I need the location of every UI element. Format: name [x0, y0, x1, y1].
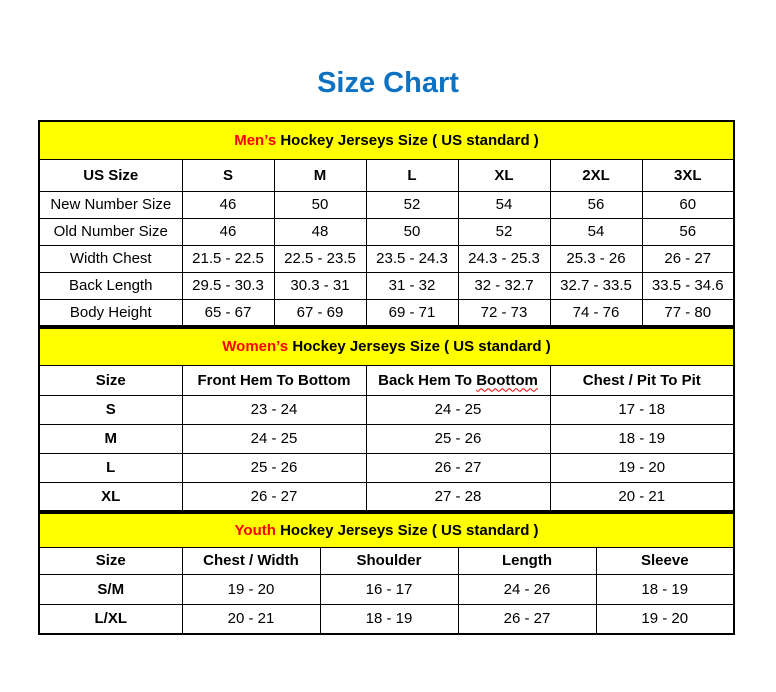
size-value-cell: 21.5 - 22.5 — [182, 245, 274, 272]
table-row — [39, 395, 734, 424]
size-value-cell: 46 — [182, 191, 274, 218]
size-value-cell: 31 - 32 — [366, 272, 458, 299]
size-value-cell: 54 — [458, 191, 550, 218]
size-chart-tables — [0, 120, 776, 635]
size-value-cell: 30.3 - 31 — [274, 272, 366, 299]
column-header-chest-width: Chest / Width — [182, 547, 320, 574]
row-label: M — [39, 424, 182, 453]
youth-size-table — [38, 512, 735, 635]
row-label: Back Length — [39, 272, 182, 299]
table-row — [39, 299, 734, 326]
size-value-cell: 65 - 67 — [182, 299, 274, 326]
mens-table-banner — [39, 121, 734, 159]
row-label: S/M — [39, 574, 182, 604]
size-value-cell: 24 - 25 — [182, 424, 366, 453]
mens-size-table — [38, 120, 735, 327]
column-header-l: L — [366, 159, 458, 191]
column-header-chest-pit: Chest / Pit To Pit — [550, 365, 734, 395]
size-value-cell: 24 - 26 — [458, 574, 596, 604]
size-value-cell: 26 - 27 — [642, 245, 734, 272]
size-value-cell: 19 - 20 — [596, 604, 734, 634]
table-row — [39, 218, 734, 245]
row-label: Body Height — [39, 299, 182, 326]
size-value-cell: 60 — [642, 191, 734, 218]
size-value-cell: 18 - 19 — [550, 424, 734, 453]
size-value-cell: 54 — [550, 218, 642, 245]
size-value-cell: 33.5 - 34.6 — [642, 272, 734, 299]
size-value-cell: 25.3 - 26 — [550, 245, 642, 272]
size-value-cell: 16 - 17 — [320, 574, 458, 604]
size-value-cell: 19 - 20 — [550, 453, 734, 482]
womens-banner-highlight: Women’s — [222, 338, 289, 356]
column-header-s: S — [182, 159, 274, 191]
table-row — [39, 453, 734, 482]
table-row — [39, 574, 734, 604]
size-value-cell: 56 — [642, 218, 734, 245]
row-label: XL — [39, 482, 182, 511]
size-value-cell: 69 - 71 — [366, 299, 458, 326]
size-value-cell: 72 - 73 — [458, 299, 550, 326]
column-header-size: Size — [39, 365, 182, 395]
mens-banner-highlight: Men’s — [234, 131, 277, 149]
size-value-cell: 67 - 69 — [274, 299, 366, 326]
size-value-cell: 20 - 21 — [550, 482, 734, 511]
size-value-cell: 56 — [550, 191, 642, 218]
size-value-cell: 17 - 18 — [550, 395, 734, 424]
table-row — [39, 604, 734, 634]
size-value-cell: 20 - 21 — [182, 604, 320, 634]
row-label: L — [39, 453, 182, 482]
table-row — [39, 245, 734, 272]
youth-banner-highlight: Youth — [234, 521, 276, 539]
misspelled-word-squiggle: Boottom — [476, 371, 538, 389]
size-value-cell: 26 - 27 — [182, 482, 366, 511]
size-value-cell: 74 - 76 — [550, 299, 642, 326]
size-value-cell: 27 - 28 — [366, 482, 550, 511]
size-value-cell: 25 - 26 — [182, 453, 366, 482]
size-value-cell: 50 — [366, 218, 458, 245]
womens-banner-text: Hockey Jerseys Size ( US standard ) — [292, 338, 551, 356]
size-value-cell: 18 - 19 — [320, 604, 458, 634]
womens-size-table — [38, 327, 735, 512]
row-label: New Number Size — [39, 191, 182, 218]
table-row — [39, 272, 734, 299]
column-header-length: Length — [458, 547, 596, 574]
column-header-m: M — [274, 159, 366, 191]
column-header-front-hem: Front Hem To Bottom — [182, 365, 366, 395]
column-header-back-hem — [366, 365, 550, 395]
size-value-cell: 23.5 - 24.3 — [366, 245, 458, 272]
column-header-2xl: 2XL — [550, 159, 642, 191]
size-value-cell: 29.5 - 30.3 — [182, 272, 274, 299]
womens-table-banner — [39, 328, 734, 365]
size-value-cell: 24.3 - 25.3 — [458, 245, 550, 272]
row-label: S — [39, 395, 182, 424]
page-title: Size Chart — [317, 67, 459, 99]
size-value-cell: 23 - 24 — [182, 395, 366, 424]
row-label: Width Chest — [39, 245, 182, 272]
size-value-cell: 46 — [182, 218, 274, 245]
size-value-cell: 50 — [274, 191, 366, 218]
size-value-cell: 32 - 32.7 — [458, 272, 550, 299]
youth-table-banner — [39, 513, 734, 547]
youth-banner-text: Hockey Jerseys Size ( US standard ) — [280, 521, 539, 539]
size-value-cell: 48 — [274, 218, 366, 245]
size-value-cell: 24 - 25 — [366, 395, 550, 424]
table-row — [39, 191, 734, 218]
column-header-sleeve: Sleeve — [596, 547, 734, 574]
row-label: L/XL — [39, 604, 182, 634]
size-value-cell: 26 - 27 — [366, 453, 550, 482]
column-header-size: Size — [39, 547, 182, 574]
table-row — [39, 424, 734, 453]
size-value-cell: 52 — [458, 218, 550, 245]
column-header-xl: XL — [458, 159, 550, 191]
size-value-cell: 77 - 80 — [642, 299, 734, 326]
table-row — [39, 482, 734, 511]
column-header-shoulder: Shoulder — [320, 547, 458, 574]
column-header-3xl: 3XL — [642, 159, 734, 191]
size-value-cell: 52 — [366, 191, 458, 218]
size-value-cell: 18 - 19 — [596, 574, 734, 604]
row-label: Old Number Size — [39, 218, 182, 245]
size-value-cell: 22.5 - 23.5 — [274, 245, 366, 272]
size-value-cell: 32.7 - 33.5 — [550, 272, 642, 299]
size-value-cell: 25 - 26 — [366, 424, 550, 453]
back-hem-prefix: Back Hem To — [378, 371, 477, 389]
size-value-cell: 26 - 27 — [458, 604, 596, 634]
size-value-cell: 19 - 20 — [182, 574, 320, 604]
mens-banner-text: Hockey Jerseys Size ( US standard ) — [280, 131, 539, 149]
column-header-us-size: US Size — [39, 159, 182, 191]
